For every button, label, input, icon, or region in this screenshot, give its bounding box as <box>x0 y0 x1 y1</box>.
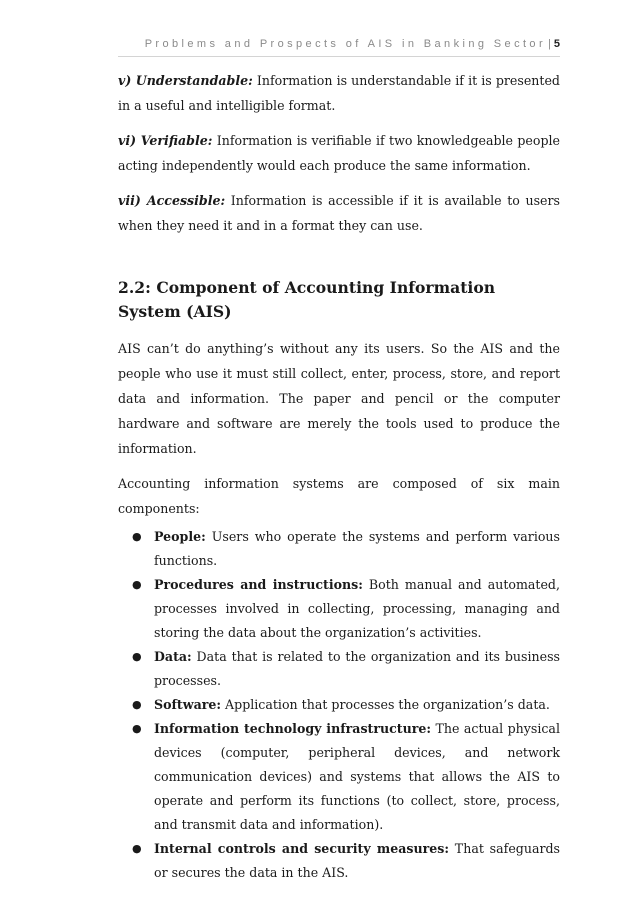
bullet-icon: ● <box>132 650 142 663</box>
list-item <box>118 573 560 645</box>
component-term: Information technology infrastructure: <box>154 721 432 736</box>
list-item <box>118 525 560 573</box>
component-text: The actual physical devices (computer, peripheral devices, and network communication devices) and systems that allows the AIS to operate and perform its functions (to collect, store, process, and transmit data and information). <box>154 721 560 832</box>
bullet-icon: ● <box>132 578 142 591</box>
component-term: Software: <box>154 697 222 712</box>
bullet-icon: ● <box>132 842 142 855</box>
quality-term: v) Understandable: <box>118 73 253 88</box>
quality-text: Information is accessible if it is available to users when they need it and in a format they can use. <box>118 193 560 233</box>
quality-understandable <box>118 68 560 118</box>
component-term: Internal controls and security measures: <box>154 841 450 856</box>
bullet-icon: ● <box>132 722 142 735</box>
components-list <box>118 525 560 885</box>
list-item <box>118 645 560 693</box>
page-number-block <box>548 38 560 50</box>
component-term: Data: <box>154 649 192 664</box>
quality-term: vi) Verifiable: <box>118 133 213 148</box>
bullet-icon: ● <box>132 698 142 711</box>
list-item <box>118 717 560 837</box>
quality-accessible <box>118 188 560 238</box>
component-text: That safeguards or secures the data in the AIS. <box>154 841 560 880</box>
list-item <box>118 837 560 885</box>
component-text: Both manual and automated, processes involved in collecting, processing, managing and storing the data about the organization’s activities. <box>154 577 560 640</box>
header-title: Problems and Prospects of AIS in Banking Sector <box>144 38 547 50</box>
section-heading: 2.2: Component of Accounting Information System (AIS) <box>118 278 496 321</box>
components-intro: Accounting information systems are composed of six main components: <box>118 476 560 516</box>
component-term: Procedures and instructions: <box>154 577 363 592</box>
quality-text: Information is verifiable if two knowledgeable people acting independently would each produce the same information. <box>118 133 561 173</box>
quality-term: vii) Accessible: <box>118 193 226 208</box>
component-text: Users who operate the systems and perform various functions. <box>154 529 560 568</box>
running-header <box>118 34 560 54</box>
section-paragraph: AIS can’t do anything’s without any its users. So the AIS and the people who use it must still collect, enter, process, store, and report data and information. The paper and pencil or the computer hardware and software are merely the tools used to produce the information. <box>118 341 560 456</box>
component-term: People: <box>154 529 206 544</box>
quality-text: Information is understandable if it is presented in a useful and intelligible format. <box>118 73 560 113</box>
header-separator: | <box>548 38 551 50</box>
quality-verifiable <box>118 128 560 178</box>
header-rule <box>118 56 560 57</box>
component-text: Data that is related to the organization and its business processes. <box>154 649 560 688</box>
list-item <box>118 693 560 717</box>
component-text: Application that processes the organization’s data. <box>221 697 550 712</box>
page-body <box>118 68 560 885</box>
page-number: 5 <box>553 38 560 50</box>
bullet-icon: ● <box>132 530 142 543</box>
